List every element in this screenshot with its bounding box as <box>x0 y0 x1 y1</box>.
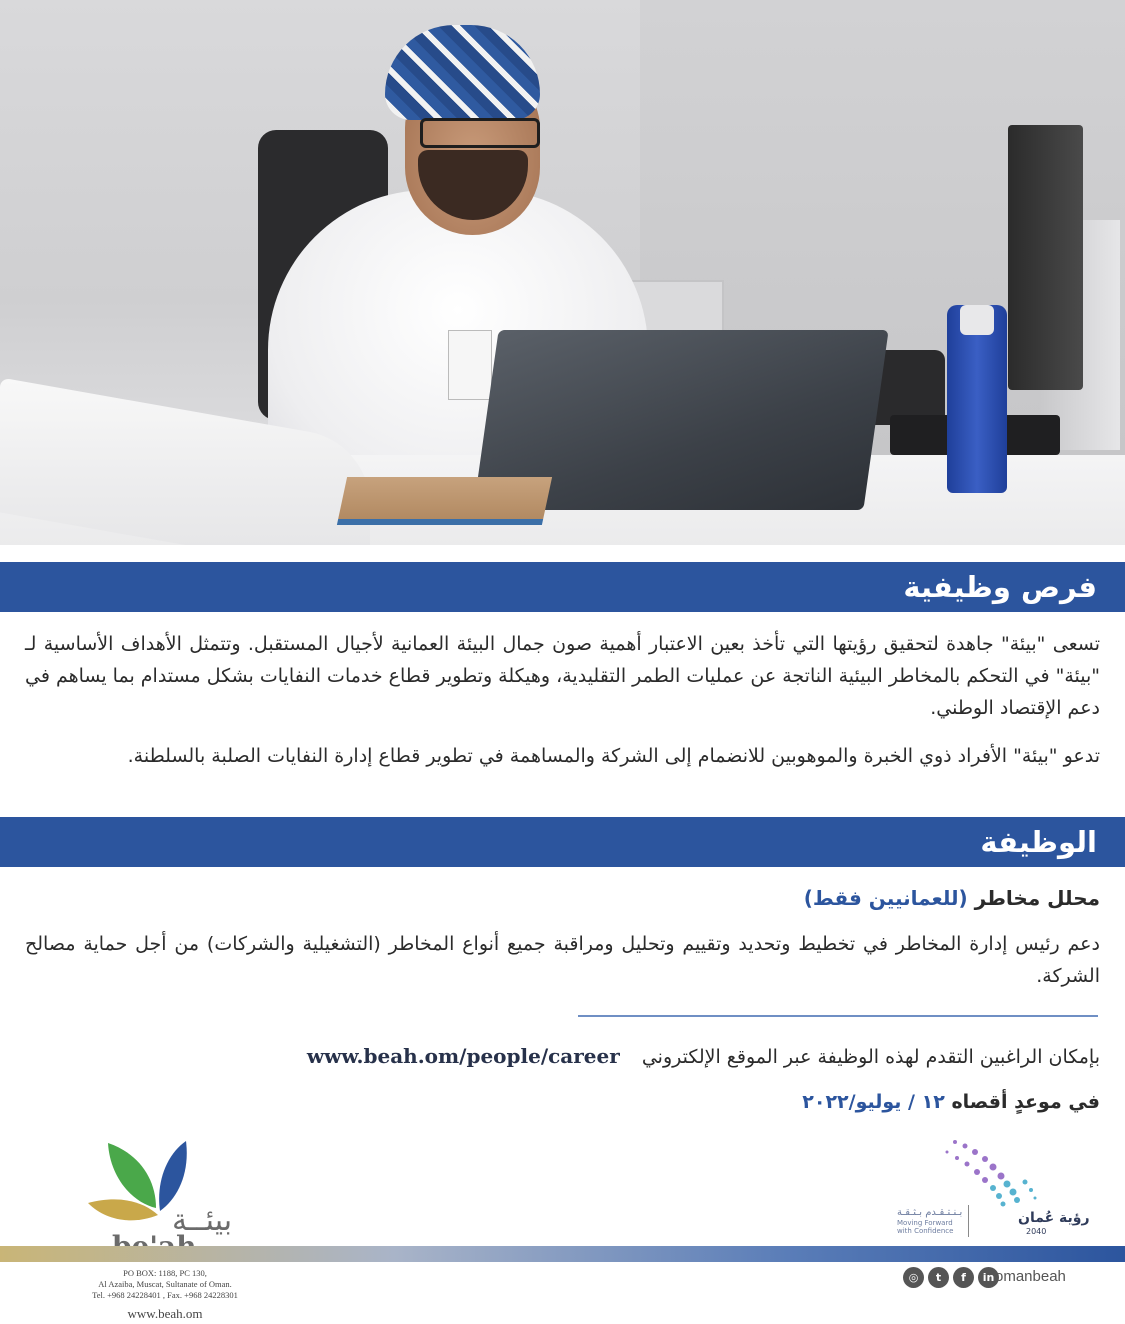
job-title-text: محلل مخاطر <box>974 886 1100 910</box>
twitter-icon[interactable]: t <box>928 1267 949 1288</box>
vision-arabic: رؤية عُمان <box>1018 1210 1090 1226</box>
employee-massar <box>385 25 540 120</box>
intro-paragraph-2: تدعو "بيئة" الأفراد ذوي الخبرة والموهوبين للانضمام إلى الشركة والمساهمة في تطوير قطاع إدارة النفايات الصلبة بالسلطنة. <box>127 745 1100 767</box>
instagram-icon[interactable]: ◎ <box>903 1267 924 1288</box>
job-description: دعم رئيس إدارة المخاطر في تخطيط وتحديد وتقييم وتحليل ومراقبة جميع أنواع المخاطر (التشغيلية والشركات) من أجل حماية مصالح الشركة. <box>25 933 1100 987</box>
job-title <box>804 886 1100 910</box>
vision-separator <box>968 1205 969 1237</box>
id-badge <box>448 330 492 400</box>
footer-stripe <box>0 1246 1125 1262</box>
apply-line <box>25 1040 1100 1073</box>
employee-glasses <box>420 118 540 148</box>
job-eligibility-note: (للعمانيين فقط) <box>803 886 968 910</box>
intro-paragraph-1: تسعى "بيئة" جاهدة لتحقيق رؤيتها التي تأخذ بعين الاعتبار أهمية صون جمال البيئة العمانية لأجيال المستقبل. وتتمثل الأهداف الأساسية لـ "بيئة" في التحكم بالمخاطر البيئية الناتجة عن عمليات الطمر التقليدية، وهيكلة وتطوير قطاع خدمات النفايات بشكل مستدام بما يساهم في دعم الإقتصاد الوطني. <box>24 633 1100 719</box>
logo-arabic: بيئــة <box>172 1203 233 1238</box>
career-url-link[interactable]: www.beah.om/people/career <box>306 1044 620 1068</box>
social-links <box>903 1267 999 1288</box>
linkedin-icon[interactable]: in <box>978 1267 999 1288</box>
motto-arabic: بـنـتـقـدم بـثـقـة <box>897 1207 963 1218</box>
job-heading-bar <box>0 817 1125 867</box>
footer-website[interactable]: www.beah.om <box>127 1306 203 1321</box>
address-line-2: Al Azaiba, Muscat, Sultanate of Oman. <box>98 1279 232 1289</box>
opportunities-heading: فرص وظيفية <box>903 570 1097 604</box>
motto-english: Moving Forward with Confidence <box>897 1219 954 1235</box>
deadline-date: ١٢ / يوليو/٢٠٢٢ <box>802 1091 945 1113</box>
bottle-cap <box>960 305 994 335</box>
address-line-1: PO BOX: 1188, PC 130, <box>123 1268 207 1278</box>
social-handle[interactable]: omanbeah <box>995 1268 1066 1285</box>
facebook-icon[interactable]: f <box>953 1267 974 1288</box>
desktop-monitor <box>1008 125 1083 390</box>
notebook <box>337 477 552 525</box>
apply-text: بإمكان الراغبين التقدم لهذه الوظيفة عبر الموقع الإلكتروني <box>641 1046 1100 1068</box>
job-heading: الوظيفة <box>980 825 1097 859</box>
deadline <box>802 1086 1100 1118</box>
address-line-3: Tel. +968 24228401 , Fax. +968 24228301 <box>92 1290 238 1300</box>
deadline-label: في موعدٍ أقصاه <box>951 1091 1100 1113</box>
opportunities-heading-bar <box>0 562 1125 612</box>
vision-year: 2040 <box>1026 1227 1047 1236</box>
divider <box>578 1015 1098 1017</box>
contact-address <box>40 1268 290 1301</box>
hero-photo <box>0 0 1125 545</box>
